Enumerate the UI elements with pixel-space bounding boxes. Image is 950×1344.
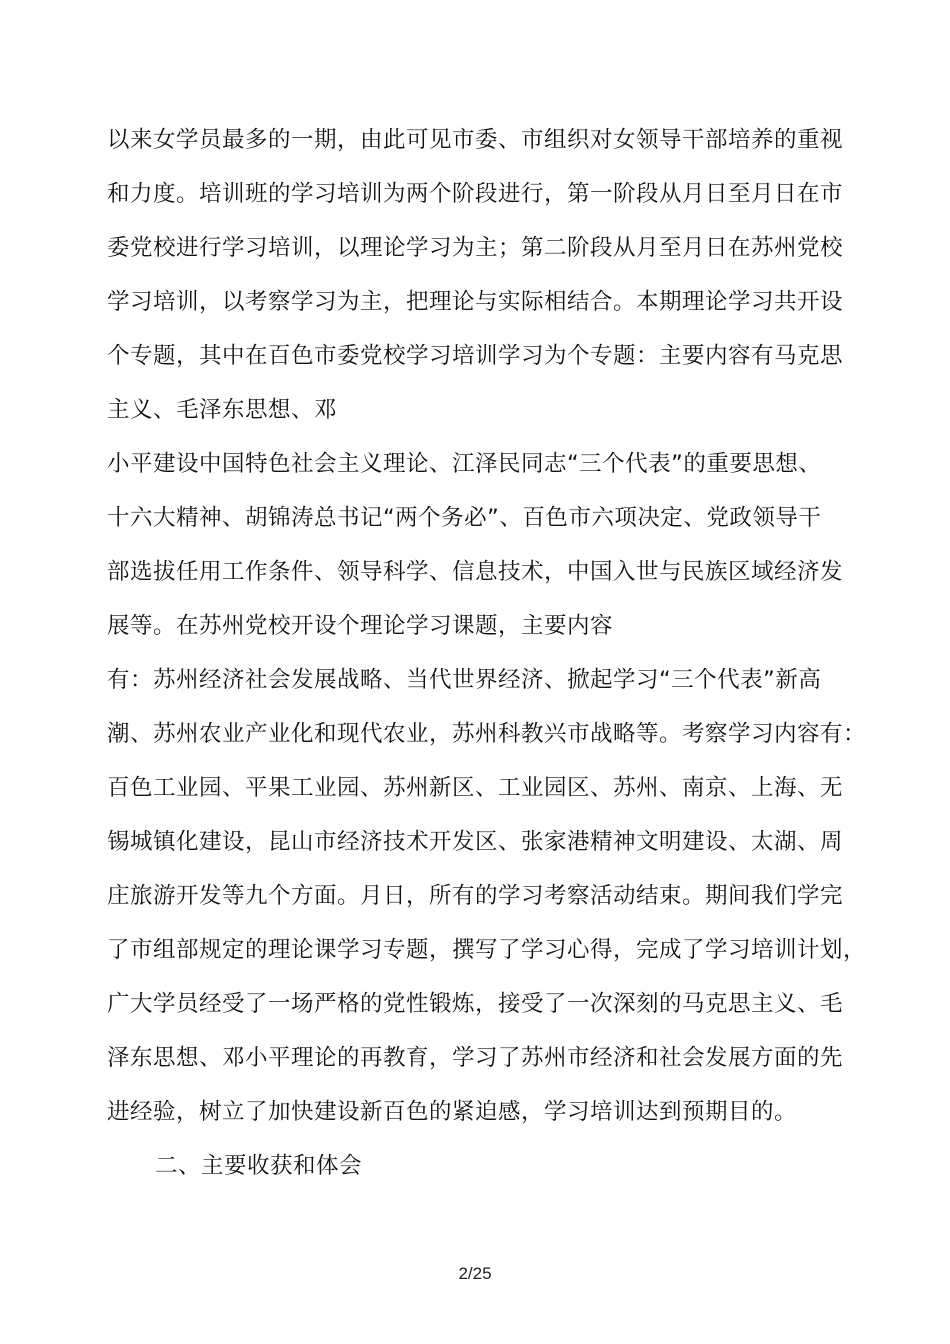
body-text-line: 主义、毛泽东思想、邓 [107,397,338,423]
body-text-line: 小平建设中国特色社会主义理论、江泽民同志“三个代表”的重要思想、 [107,451,822,477]
body-text-line: 了市组部规定的理论课学习专题，撰写了学习心得，完成了学习培训计划， [107,937,867,963]
body-text-line: 十六大精神、胡锦涛总书记“两个务必”、百色市六项决定、党政领导干 [107,505,822,531]
body-text-line: 以来女学员最多的一期，由此可见市委、市组织对女领导干部培养的重视 [107,127,844,153]
body-text-line: 个专题，其中在百色市委党校学习培训学习为个专题：主要内容有马克思 [107,343,844,369]
body-text-line: 庄旅游开发等九个方面。月日，所有的学习考察活动结束。期间我们学完 [107,883,844,909]
body-text-line: 进经验，树立了加快建设新百色的紧迫感，学习培训达到预期目的。 [107,1099,798,1125]
body-text-line: 百色工业园、平果工业园、苏州新区、工业园区、苏州、南京、上海、无 [107,775,844,801]
body-text-line: 委党校进行学习培训，以理论学习为主；第二阶段从月至月日在苏州党校 [107,235,844,261]
body-text-line: 展等。在苏州党校开设个理论学习课题，主要内容 [107,613,614,639]
body-text-line: 广大学员经受了一场严格的党性锻炼，接受了一次深刻的马克思主义、毛 [107,991,844,1017]
section-heading: 二、主要收获和体会 [155,1153,363,1179]
body-text-line: 有：苏州经济社会发展战略、当代世界经济、掀起学习“三个代表”新高 [107,667,822,693]
body-text-line: 和力度。培训班的学习培训为两个阶段进行，第一阶段从月日至月日在市 [107,181,844,207]
body-text-line: 潮、苏州农业产业化和现代农业，苏州科教兴市战略等。考察学习内容有： [107,721,867,747]
body-text-line: 学习培训，以考察学习为主，把理论与实际相结合。本期理论学习共开设 [107,289,844,315]
body-text-line: 泽东思想、邓小平理论的再教育，学习了苏州市经济和社会发展方面的先 [107,1045,844,1071]
page-number: 2/25 [458,1264,492,1283]
body-text-line: 部选拔任用工作条件、领导科学、信息技术，中国入世与民族区域经济发 [107,559,844,585]
body-text-line: 锡城镇化建设，昆山市经济技术开发区、张家港精神文明建设、太湖、周 [107,829,844,855]
